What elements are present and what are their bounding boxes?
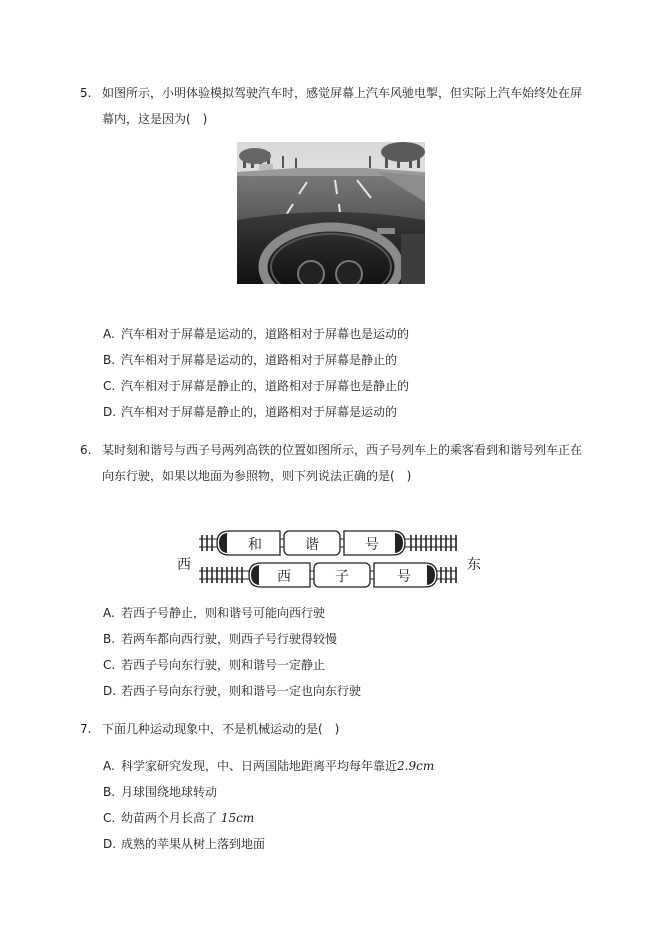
- train-car-label: 号: [365, 537, 379, 553]
- question-number: 7.: [80, 722, 92, 736]
- option-label: A.: [103, 327, 115, 341]
- option-text: 科学家研究发现，中、日两国陆地距离平均每年靠近: [121, 759, 398, 773]
- train-car-label: 和: [248, 537, 262, 553]
- option-7-b[interactable]: [103, 784, 217, 800]
- option-label: A.: [103, 759, 115, 773]
- question-number: 6.: [80, 443, 92, 457]
- west-label: 西: [177, 557, 191, 573]
- option-unit: cm: [236, 811, 255, 825]
- option-label: D.: [103, 405, 117, 419]
- option-label: C.: [103, 811, 116, 825]
- option-value: 2.9: [397, 759, 417, 773]
- option-text: 若西子号静止，则和谐号可能向西行驶: [121, 606, 326, 620]
- option-label: C.: [103, 379, 116, 393]
- east-label: 东: [467, 557, 481, 573]
- option-text: 汽车相对于屏幕是运动的，道路相对于屏幕是静止的: [121, 353, 398, 367]
- option-6-a[interactable]: [103, 605, 325, 621]
- option-text: 若西子号向东行驶，则和谐号一定也向东行驶: [121, 684, 362, 698]
- option-5-b[interactable]: [103, 352, 397, 368]
- question-text: 某时刻和谐号与西子号两列高铁的位置如图所示，西子号列车上的乘客看到和谐号列车正在向东行驶，如果以地面为参照物，则下列说法正确的是( ): [102, 443, 583, 483]
- option-text: 汽车相对于屏幕是运动的，道路相对于屏幕也是运动的: [121, 327, 410, 341]
- option-label: B.: [103, 785, 116, 799]
- option-5-d[interactable]: [103, 404, 397, 420]
- question-text: 如图所示，小明体验模拟驾驶汽车时，感觉屏幕上汽车风驰电掣，但实际上汽车始终处在屏幕内，这是因为( ): [102, 86, 583, 126]
- option-label: D.: [103, 837, 117, 851]
- option-label: C.: [103, 658, 116, 672]
- option-5-a[interactable]: [103, 326, 409, 342]
- driving-simulator-photo: [237, 142, 425, 284]
- option-text: 月球围绕地球转动: [121, 785, 218, 799]
- option-6-d[interactable]: [103, 683, 361, 699]
- question-text: 下面几种运动现象中，不是机械运动的是( ): [102, 722, 340, 736]
- option-7-c[interactable]: [103, 810, 254, 826]
- train-diagram: [175, 525, 487, 595]
- train-car-label: 谐: [305, 537, 319, 553]
- option-label: B.: [103, 632, 116, 646]
- train-car-label: 号: [397, 569, 411, 585]
- option-7-a[interactable]: [103, 758, 434, 774]
- train-car-label: 子: [335, 569, 349, 585]
- option-text: 若西子号向东行驶，则和谐号一定静止: [121, 658, 326, 672]
- option-6-c[interactable]: [103, 657, 325, 673]
- option-6-b[interactable]: [103, 631, 337, 647]
- option-text: 成熟的苹果从树上落到地面: [121, 837, 266, 851]
- option-7-d[interactable]: [103, 836, 265, 852]
- option-text: 汽车相对于屏幕是静止的，道路相对于屏幕也是静止的: [121, 379, 410, 393]
- option-label: D.: [103, 684, 117, 698]
- option-5-c[interactable]: [103, 378, 409, 394]
- option-unit: cm: [416, 759, 435, 773]
- option-label: B.: [103, 353, 116, 367]
- option-text: 若两车都向西行驶，则西子号行驶得较慢: [121, 632, 338, 646]
- option-text: 汽车相对于屏幕是静止的，道路相对于屏幕是运动的: [121, 405, 398, 419]
- option-label: A.: [103, 606, 115, 620]
- option-value: 15: [220, 811, 237, 825]
- question-number: 5.: [80, 86, 92, 100]
- train-car-label: 西: [277, 569, 291, 585]
- option-text: 幼苗两个月长高了: [121, 811, 218, 825]
